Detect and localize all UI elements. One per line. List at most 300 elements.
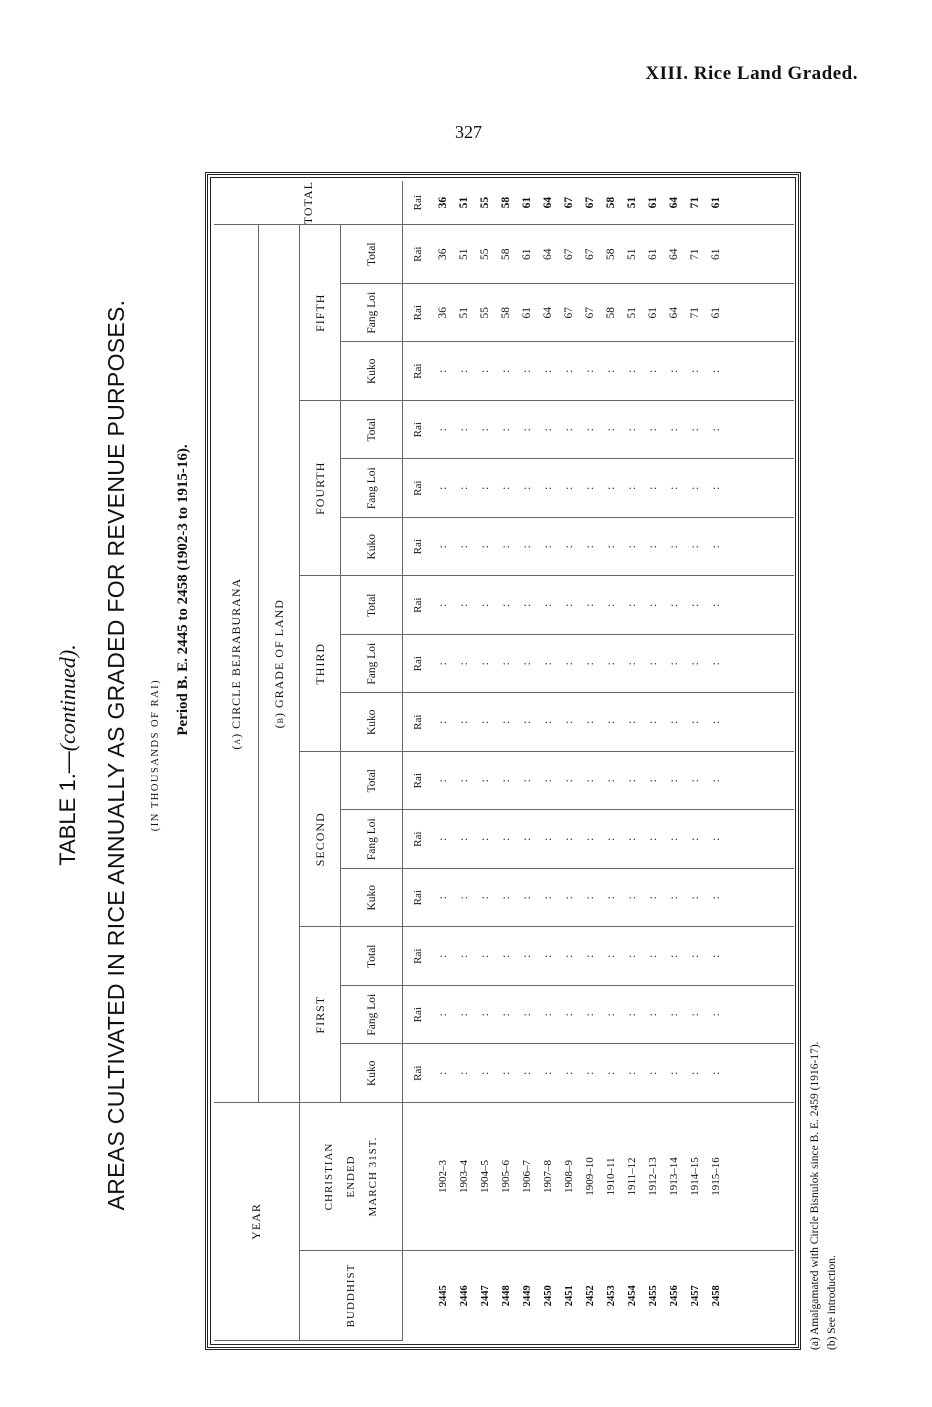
fifth-fang-loi-value: 67 [559,283,580,342]
table-row [580,181,601,1341]
empty-cell: : [517,693,538,752]
empty-cell: : [496,751,517,810]
empty-cell: : [706,400,727,459]
grand-total-value: 71 [685,181,706,225]
christian-year: 1906–7 [517,1102,538,1250]
empty-cell: : [517,1044,538,1103]
empty-cell: : [601,459,622,518]
empty-cell: : [496,985,517,1044]
table-row [559,181,580,1341]
empty-cell: : [622,576,643,635]
fifth-total-value: 61 [706,225,727,284]
fifth-total-value: 61 [517,225,538,284]
empty-cell: : [454,342,475,401]
empty-cell: : [706,342,727,401]
empty-cell: : [643,693,664,752]
empty-cell: : [454,810,475,869]
sub-header-total: Total [341,576,403,635]
table-subtitle: AREAS CULTIVATED IN RICE ANNUALLY AS GRADED FOR REVENUE PURPOSES. [103,299,129,1211]
grade-second-header: SECOND [300,751,341,927]
buddhist-year: 2448 [501,1285,512,1307]
fifth-fang-loi-value: 55 [475,283,496,342]
sub-header-total: Total [341,225,403,284]
empty-cell: : [685,693,706,752]
empty-cell: : [559,693,580,752]
table-row [496,181,517,1341]
empty-cell: : [643,576,664,635]
christian-year: 1904–5 [475,1102,496,1250]
empty-cell: : [538,1044,559,1103]
grand-total-value: 67 [559,181,580,225]
section-title: XIII. Rice Land Graded. [645,63,858,84]
empty-cell: : [454,459,475,518]
table-row [685,181,706,1341]
christian-year: 1914–15 [685,1102,706,1250]
empty-cell: : [538,634,559,693]
filler-cell [727,751,794,810]
grade-first-header: FIRST [300,927,341,1103]
empty-cell: : [643,868,664,927]
grand-total-value: 58 [601,181,622,225]
empty-cell: : [601,751,622,810]
grand-total-value: 64 [664,181,685,225]
fifth-total-value: 51 [622,225,643,284]
empty-cell: : [622,693,643,752]
fifth-total-value: 71 [685,225,706,284]
grade-fourth-header: FOURTH [300,400,341,576]
empty-cell: : [496,868,517,927]
grand-total-value: 51 [622,181,643,225]
christian-year: 1910–11 [601,1102,622,1250]
empty-cell: : [496,517,517,576]
empty-cell: : [496,459,517,518]
empty-cell: : [538,693,559,752]
empty-cell: : [601,634,622,693]
empty-cell: : [475,459,496,518]
filler-cell [727,342,794,401]
buddhist-year: 2455 [648,1285,659,1307]
empty-cell: : [538,517,559,576]
fifth-fang-loi-value: 71 [685,283,706,342]
empty-cell: : [664,517,685,576]
empty-cell: : [559,868,580,927]
empty-cell: : [622,400,643,459]
empty-cell: : [664,751,685,810]
empty-cell: : [538,868,559,927]
empty-cell: : [475,810,496,869]
unit-label: Rai [403,283,434,342]
empty-cell: : [622,342,643,401]
empty-cell: : [685,459,706,518]
empty-cell: : [475,634,496,693]
empty-cell: : [559,634,580,693]
empty-cell: : [559,517,580,576]
empty-cell: : [475,927,496,986]
empty-cell: : [706,985,727,1044]
unit-label: Rai [403,868,434,927]
empty-cell: : [664,868,685,927]
empty-cell: : [601,810,622,869]
filler-cell [727,985,794,1044]
empty-cell: : [643,810,664,869]
buddhist-year: 2449 [522,1285,533,1307]
empty-cell: : [517,400,538,459]
filler-cell [727,1251,794,1341]
fifth-total-value: 67 [580,225,601,284]
sub-header-total: Total [341,751,403,810]
empty-cell: : [517,459,538,518]
christian-year: 1908–9 [559,1102,580,1250]
empty-cell: : [433,751,454,810]
table-title: TABLE 1.—(continued). [55,644,80,866]
empty-cell: : [496,342,517,401]
buddhist-header: BUDDHIST [300,1251,403,1341]
filler-cell [727,576,794,635]
fifth-fang-loi-value: 67 [580,283,601,342]
empty-cell: : [580,342,601,401]
table-row [454,181,475,1341]
buddhist-year: 2451 [564,1285,575,1307]
empty-cell: : [517,810,538,869]
filler-cell [727,459,794,518]
christian-header: CHRISTIAN ENDED MARCH 31ST. [300,1102,403,1250]
sub-header-fang-loi: Fang Loi [341,810,403,869]
empty-cell: : [538,927,559,986]
empty-cell: : [433,985,454,1044]
empty-cell: : [454,576,475,635]
sub-header-total: Total [341,400,403,459]
empty-cell: : [433,1044,454,1103]
grand-total-value: 61 [517,181,538,225]
empty-cell: : [685,927,706,986]
fifth-total-value: 36 [433,225,454,284]
fifth-total-value: 64 [538,225,559,284]
unit-label: Rai [403,634,434,693]
fifth-total-value: 55 [475,225,496,284]
fifth-fang-loi-value: 58 [496,283,517,342]
grand-total-value: 36 [433,181,454,225]
table-row [706,181,727,1341]
christian-year: 1911–12 [622,1102,643,1250]
empty-cell: : [706,810,727,869]
grand-total-value: 58 [496,181,517,225]
empty-cell: : [454,400,475,459]
footnote-b: (b) See introduction. [826,1255,838,1350]
sub-header-total: Total [341,927,403,986]
filler-cell [727,868,794,927]
sub-header-fang-loi: Fang Loi [341,634,403,693]
empty-cell: : [685,400,706,459]
empty-cell: : [454,868,475,927]
empty-cell: : [706,693,727,752]
empty-cell: : [685,517,706,576]
grand-total-value: 51 [454,181,475,225]
filler-row [727,181,794,1341]
empty-cell: : [685,810,706,869]
empty-cell: : [580,576,601,635]
empty-cell: : [664,985,685,1044]
empty-cell: : [580,927,601,986]
empty-cell: : [454,634,475,693]
filler-cell [727,810,794,869]
empty-cell: : [601,342,622,401]
fifth-total-value: 58 [601,225,622,284]
empty-cell: : [496,400,517,459]
empty-cell: : [706,459,727,518]
empty-cell: : [433,693,454,752]
empty-cell: : [685,868,706,927]
sub-header-kuko: Kuko [341,342,403,401]
unit-label: Rai [403,342,434,401]
empty-cell: : [559,400,580,459]
filler-cell [727,634,794,693]
empty-cell: : [475,693,496,752]
filler-cell [727,927,794,986]
empty-cell: : [580,810,601,869]
christian-year: 1903–4 [454,1102,475,1250]
empty-cell: : [475,868,496,927]
empty-cell: : [706,517,727,576]
empty-cell: : [580,400,601,459]
empty-cell: : [685,576,706,635]
empty-cell: : [454,985,475,1044]
year-header: YEAR [214,1102,300,1340]
empty-cell: : [433,459,454,518]
table-row [601,181,622,1341]
empty-cell: : [601,927,622,986]
page-number: 327 [455,122,482,142]
sub-header-fang-loi: Fang Loi [341,459,403,518]
circle-header: (a) CIRCLE BEJRABURANA [214,225,259,1103]
empty-cell: : [433,342,454,401]
unit-label: Rai [403,1044,434,1103]
empty-cell: : [538,985,559,1044]
fifth-total-value: 58 [496,225,517,284]
sub-header-fang-loi: Fang Loi [341,985,403,1044]
grand-total-value: 61 [706,181,727,225]
sub-header-kuko: Kuko [341,868,403,927]
empty-cell: : [685,634,706,693]
empty-cell: : [475,576,496,635]
filler-cell [727,181,794,225]
empty-cell: : [643,985,664,1044]
empty-cell: : [559,1044,580,1103]
christian-year: 1907–8 [538,1102,559,1250]
empty-cell: : [643,459,664,518]
filler-cell [727,1102,794,1250]
empty-cell: : [706,576,727,635]
empty-cell: : [664,1044,685,1103]
empty-cell: : [559,342,580,401]
empty-cell: : [622,459,643,518]
empty-cell: : [496,810,517,869]
sub-header-kuko: Kuko [341,693,403,752]
empty-cell: : [475,985,496,1044]
empty-cell: : [517,751,538,810]
empty-cell: : [643,751,664,810]
grade-fifth-header: FIFTH [300,225,341,401]
empty-cell: : [601,576,622,635]
empty-cell: : [454,1044,475,1103]
christian-year: 1913–14 [664,1102,685,1250]
buddhist-year: 2450 [543,1285,554,1307]
empty-cell: : [538,342,559,401]
fifth-fang-loi-value: 36 [433,283,454,342]
empty-cell: : [664,576,685,635]
empty-cell: : [433,400,454,459]
empty-cell: : [643,342,664,401]
empty-cell: : [580,634,601,693]
grade-header: (b) GRADE OF LAND [259,225,300,1103]
empty-cell: : [622,810,643,869]
unit-label: Rai [403,459,434,518]
empty-cell: : [496,927,517,986]
unit-label: Rai [403,225,434,284]
empty-cell: : [706,1044,727,1103]
empty-cell: : [685,751,706,810]
empty-cell: : [538,810,559,869]
fifth-total-value: 67 [559,225,580,284]
empty-cell: : [538,576,559,635]
unit-label: Rai [403,517,434,576]
empty-cell: : [601,985,622,1044]
unit-label: Rai [403,576,434,635]
empty-cell: : [559,459,580,518]
grand-total-value: 64 [538,181,559,225]
empty-cell: : [517,342,538,401]
empty-cell: : [601,400,622,459]
empty-cell: : [496,693,517,752]
empty-cell: : [496,576,517,635]
empty-cell: : [475,400,496,459]
empty-cell: : [559,576,580,635]
table-units: (IN THOUSANDS OF RAI) [150,678,161,832]
empty-cell: : [706,634,727,693]
empty-cell: : [622,634,643,693]
empty-cell: : [517,985,538,1044]
empty-cell: : [517,868,538,927]
empty-cell: : [475,517,496,576]
empty-cell: : [475,1044,496,1103]
empty-cell: : [664,400,685,459]
empty-cell: : [517,517,538,576]
buddhist-year: 2445 [438,1285,449,1307]
unit-label: Rai [403,751,434,810]
empty-cell: : [601,868,622,927]
empty-cell: : [580,868,601,927]
empty-cell: : [517,576,538,635]
empty-cell: : [454,751,475,810]
empty-cell: : [685,985,706,1044]
table-row [643,181,664,1341]
christian-year: 1905–6 [496,1102,517,1250]
empty-cell: : [559,927,580,986]
table-row [538,181,559,1341]
fifth-fang-loi-value: 64 [538,283,559,342]
empty-cell: : [433,868,454,927]
empty-cell: : [685,1044,706,1103]
units-cell [403,1251,434,1341]
table-period: Period B. E. 2445 to 2458 (1902-3 to 1915-16). [175,444,191,736]
empty-cell: : [454,927,475,986]
unit-label: Rai [403,810,434,869]
empty-cell: : [433,517,454,576]
table-row [622,181,643,1341]
empty-cell: : [601,517,622,576]
empty-cell: : [580,517,601,576]
buddhist-year: 2446 [459,1285,470,1307]
filler-cell [727,283,794,342]
table-row [475,181,496,1341]
buddhist-year: 2453 [606,1285,617,1307]
empty-cell: : [580,751,601,810]
empty-cell: : [433,810,454,869]
empty-cell: : [622,927,643,986]
empty-cell: : [643,927,664,986]
empty-cell: : [559,810,580,869]
buddhist-year: 2452 [585,1285,596,1307]
unit-label: Rai [403,927,434,986]
fifth-total-value: 61 [643,225,664,284]
table-row [664,181,685,1341]
empty-cell: : [643,400,664,459]
empty-cell: : [664,634,685,693]
empty-cell: : [664,342,685,401]
christian-year: 1909–10 [580,1102,601,1250]
filler-cell [727,225,794,284]
unit-label: Rai [403,693,434,752]
buddhist-year: 2457 [690,1285,701,1307]
unit-label: Rai [403,181,434,225]
empty-cell: : [643,1044,664,1103]
empty-cell: : [538,751,559,810]
footnote-a: (a) Amalgamated with Circle Bisnulok since B. E. 2459 (1916-17). [809,1041,821,1350]
empty-cell: : [538,459,559,518]
units-cell [403,1102,434,1250]
empty-cell: : [496,1044,517,1103]
grand-total-value: 55 [475,181,496,225]
empty-cell: : [664,693,685,752]
unit-label: Rai [403,985,434,1044]
empty-cell: : [475,342,496,401]
fifth-fang-loi-value: 61 [706,283,727,342]
buddhist-year: 2456 [669,1285,680,1307]
empty-cell: : [664,810,685,869]
fifth-fang-loi-value: 61 [517,283,538,342]
christian-year: 1902–3 [433,1102,454,1250]
filler-cell [727,400,794,459]
filler-cell [727,693,794,752]
empty-cell: : [706,751,727,810]
table-row [517,181,538,1341]
fifth-fang-loi-value: 64 [664,283,685,342]
grand-total-value: 67 [580,181,601,225]
empty-cell: : [685,342,706,401]
empty-cell: : [433,634,454,693]
empty-cell: : [580,1044,601,1103]
empty-cell: : [433,576,454,635]
empty-cell: : [601,1044,622,1103]
empty-cell: : [580,985,601,1044]
buddhist-year: 2454 [627,1285,638,1307]
total-header: TOTAL [214,181,403,225]
empty-cell: : [622,1044,643,1103]
christian-year: 1912–13 [643,1102,664,1250]
empty-cell: : [706,868,727,927]
empty-cell: : [622,751,643,810]
empty-cell: : [475,751,496,810]
empty-cell: : [433,927,454,986]
